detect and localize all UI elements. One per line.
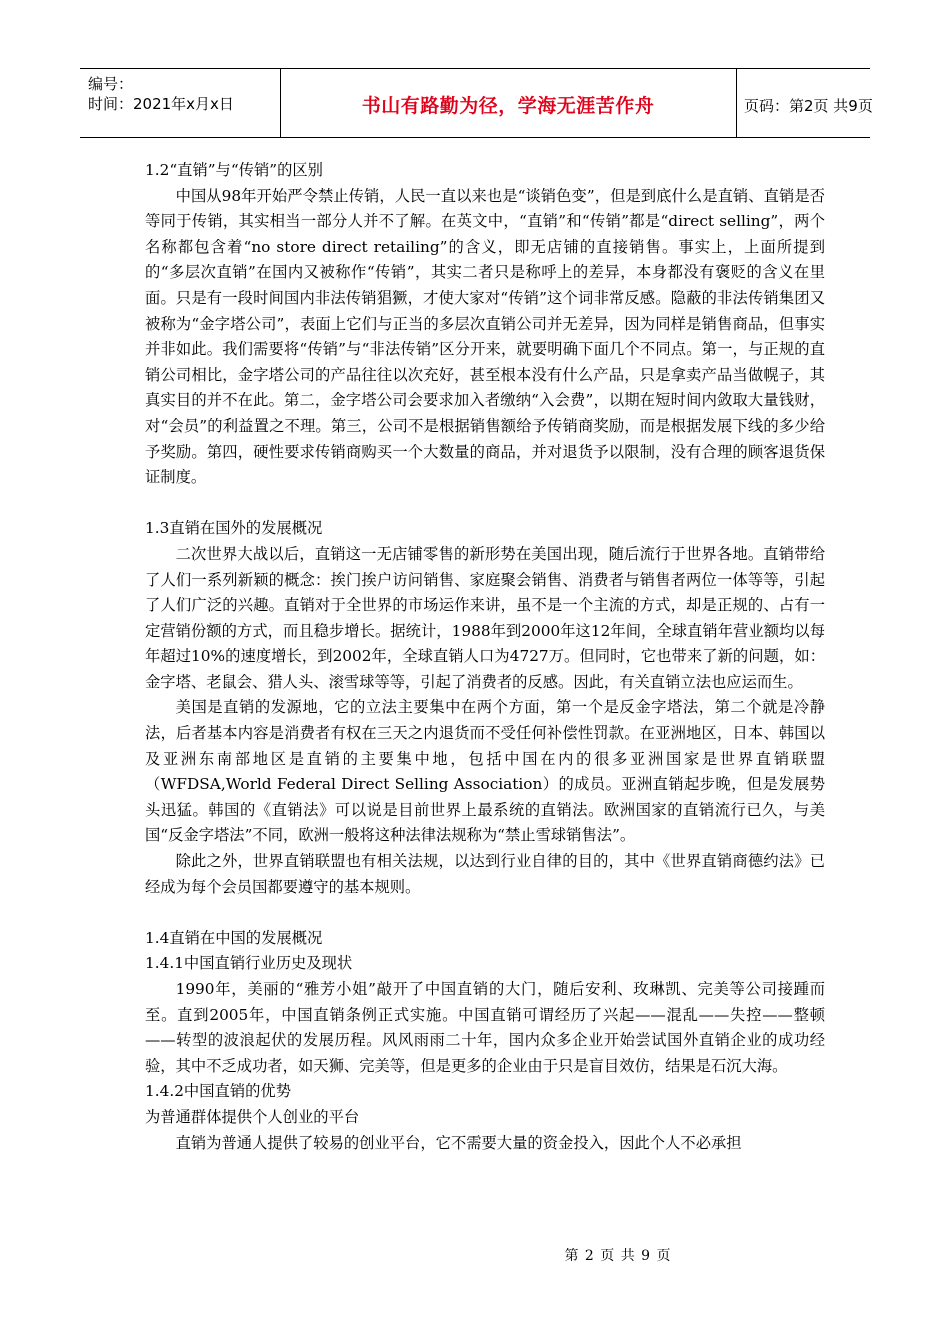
header-table: [80, 68, 873, 138]
paragraph: 1990年，美丽的“雅芳小姐”敲开了中国直销的大门，随后安利、玫琳凯、完美等公司接踵而至。直到2005年，中国直销条例正式实施。中国直销可谓经历了兴起——混乱——失控——整顿——转型的波浪起伏的发展历程。风风雨雨二十年，国内众多企业开始尝试国外直销企业的成功经验，其中不乏成功者，如天狮、完美等，但是更多的企业由于只是盲目效仿，结果是石沉大海。: [145, 980, 825, 1075]
paragraph: 除此之外，世界直销联盟也有相关法规，以达到行业自律的目的，其中《世界直销商德约法》已经成为每个会员国都要遵守的基本规则。: [145, 852, 825, 896]
subsection-heading: 为普通群体提供个人创业的平台: [145, 1107, 360, 1126]
footer-page-number: 第 2 页 共 9 页: [564, 1248, 672, 1264]
page-footer: [0, 1245, 950, 1265]
header-motto: 书山有路勤为径，学海无涯苦作舟: [361, 95, 655, 117]
paragraph: 直销为普通人提供了较易的创业平台，它不需要大量的资金投入，因此个人不必承担: [175, 1133, 742, 1152]
section-heading: 1.2“直销”与“传销”的区别: [145, 161, 323, 179]
doc-code-label: 编号：: [88, 75, 134, 93]
section-heading: 1.4直销在中国的发展概况: [145, 928, 323, 947]
subsection-heading: 1.4.1中国直销行业历史及现状: [145, 954, 353, 973]
paragraph: 二次世界大战以后，直销这一无店铺零售的新形势在美国出现，随后流行于世界各地。直销带给了人们一系列新颖的概念：挨门挨户访问销售、家庭聚会销售、消费者与销售者两位一体等等，引起了人们广泛的兴趣。直销对于全世界的市场运作来讲，虽不是一个主流的方式，却是正规的、占有一定营销份额的方式，而且稳步增长。据统计，1988年到2000年这12年间，全球直销年营业额均以每年超过10%的速度增长，到2002年，全球直销人口为4727万。但同时，它也带来了新的问题，如：金字塔、老鼠会、猎人头、滚雪球等等，引起了消费者的反感。因此，有关直销立法也应运而生。: [145, 544, 825, 691]
header-motto-cell: [280, 69, 737, 137]
subsection-heading: 1.4.2中国直销的优势: [145, 1082, 292, 1101]
section-heading: 1.3直销在国外的发展概况: [145, 519, 323, 538]
document-body: [145, 158, 825, 1156]
header-left-cell: [80, 69, 281, 137]
header-page-cell: [736, 69, 873, 137]
header-page-info: 页码：第2页 共9页: [744, 97, 873, 115]
paragraph: 美国是直销的发源地，它的立法主要集中在两个方面，第一个是反金字塔法，第二个就是冷静法，后者基本内容是消费者有权在三天之内退货而不受任何补偿性罚款。在亚洲地区，日本、韩国以及亚洲东南部地区是直销的主要集中地，包括中国在内的很多亚洲国家是世界直销联盟（WFDSA,World Federal Direct Selling Association）的成员。亚洲直销起步晚，但是发展势头迅猛。韩国的《直销法》可以说是目前世界上最系统的直销法。欧洲国家的直销流行已久，与美国“反金字塔法”不同，欧洲一般将这种法律法规称为“禁止雪球销售法”。: [145, 698, 825, 845]
paragraph: 中国从98年开始严令禁止传销，人民一直以来也是“谈销色变”，但是到底什么是直销、直销是否等同于传销，其实相当一部分人并不了解。在英文中，“直销”和“传销”都是“direct selling”，两个名称都包含着“no store direct retailing”的含义，即无店铺的直接销售。事实上，上面所提到的“多层次直销”在国内又被称作“传销”，其实二者只是称呼上的差异，本身都没有褒贬的含义在里面。只是有一段时间国内非法传销猖獗，才使大家对“传销”这个词非常反感。隐蔽的非法传销集团又被称为“金字塔公司”，表面上它们与正当的多层次直销公司并无差异，因为同样是销售商品，但事实并非如此。我们需要将“传销”与“非法传销”区分开来，就要明确下面几个不同点。第一，与正规的直销公司相比，金字塔公司的产品往往以次充好，甚至根本没有什么产品，只是拿卖产品当做幌子，其真实目的并不在此。第二，金字塔公司会要求加入者缴纳“入会费”，以期在短时间内敛取大量钱财，对“会员”的利益置之不理。第三，公司不是根据销售额给予传销商奖励，而是根据发展下线的多少给予奖励。第四，硬性要求传销商购买一个大数量的商品，并对退货予以限制，没有合理的顾客退货保证制度。: [145, 186, 825, 487]
doc-date: 时间：2021年x月x日: [88, 95, 234, 113]
